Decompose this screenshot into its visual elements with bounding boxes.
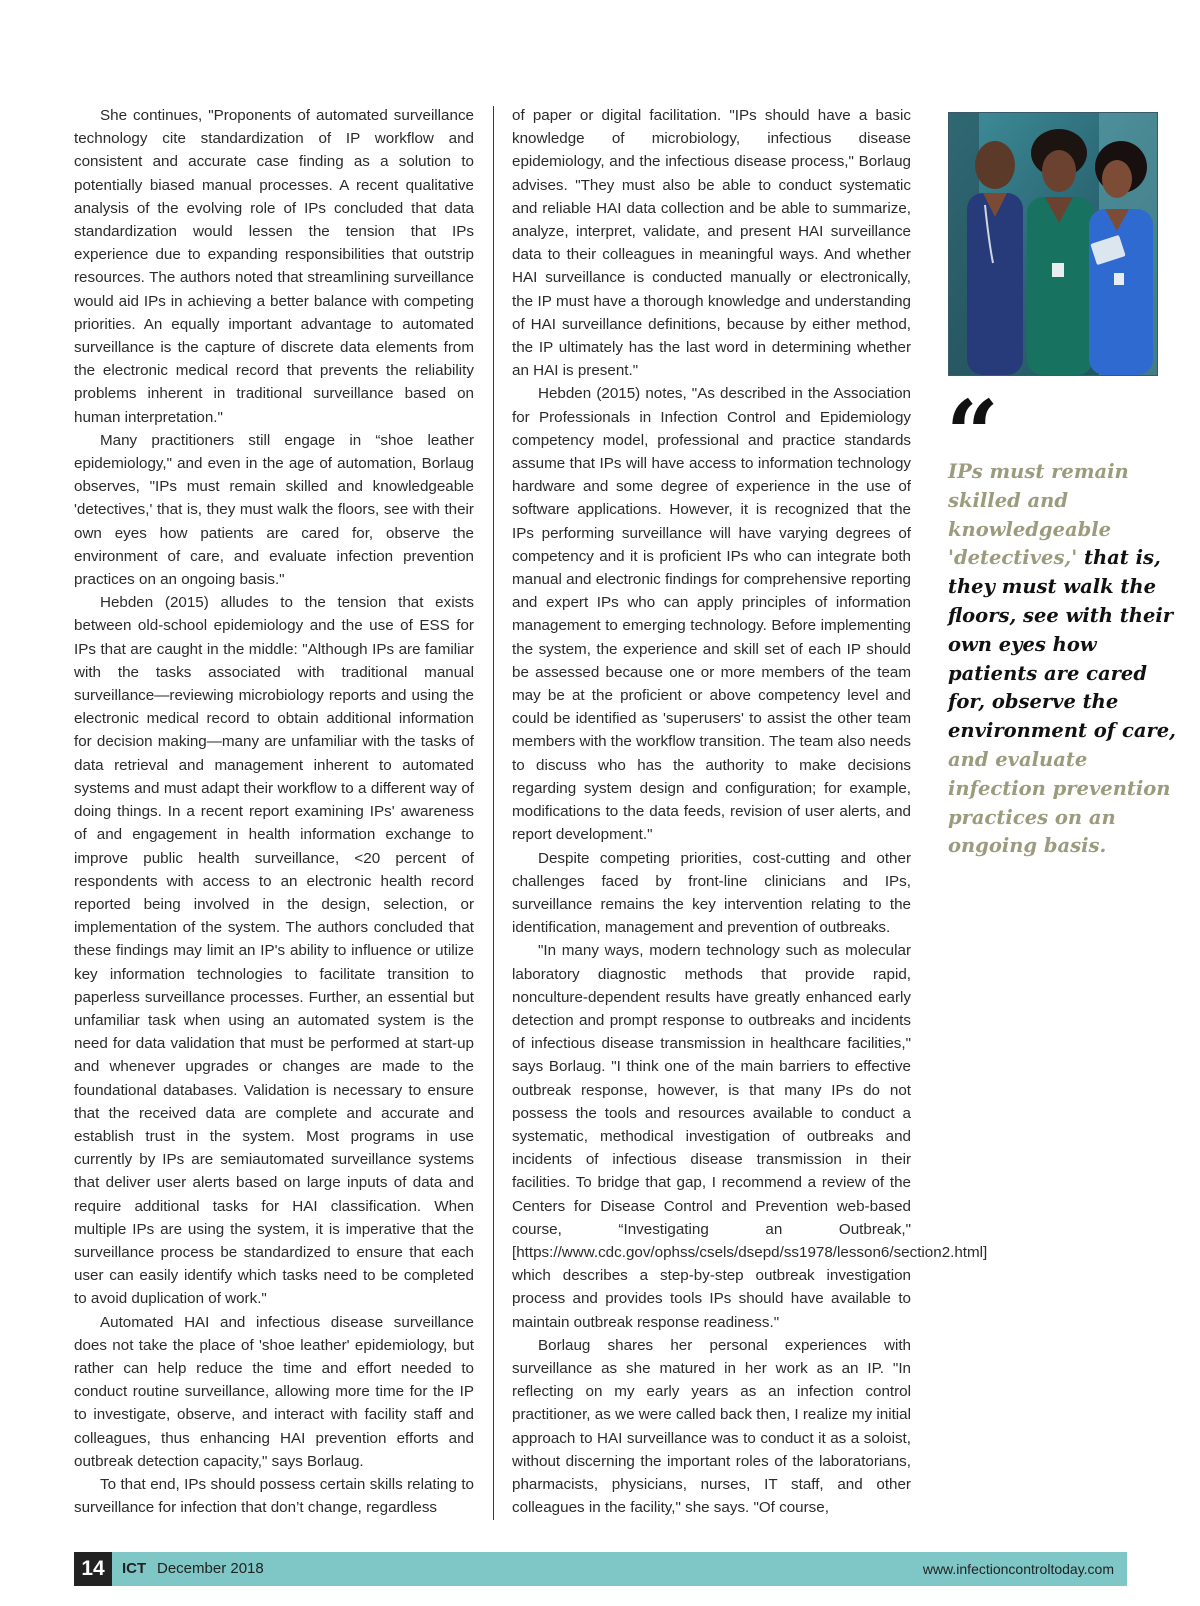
paragraph: Hebden (2015) notes, "As described in the Association for Professionals in Infection Control and Epidemiology competency model, professional and practice standards assume that IPs will have access to information technology hardware and some degree of experience in the use of software applications. However, it is recognized that the IPs performing surveillance will have varying degrees of competency and it is proficient IPs who can integrate both manual and electronic findings for comprehensive reporting and expert IPs who can apply principles of information management to emerging technology. Before implementing the system, the experience and skill set of each IP should be assessed because one or more members of the team may be at the proficient or above competency level and could be identified as 'superusers' to assist the other team members with the workflow transition. The team also needs to discuss who has the authority to make decisions regarding system design and configuration; for example, modifications to the data feeds, revision of user alerts, and report development.": [512, 385, 911, 844]
pull-quote-part-2: that is, they must walk the floors, see with their own eyes how patients are cared for, observe the environment of care,: [948, 546, 1176, 743]
paragraph: Hebden (2015) alludes to the tension that exists between old-school epidemiology and the use of ESS for IPs that are caught in the middle: "Although IPs are familiar with the tasks associated with traditional manual surveillance—reviewing microbiology reports and using the electronic medical record to obtain additional information for decision making—many are unfamiliar with the tasks of data retrieval and management inherent to automated systems and must adapt their workflow to a different way of doing things. In a recent report examining IPs' awareness of and engagement in health information exchange to improve public health surveillance, <20 percent of respondents with access to an electronic health record reported being involved in the design, selection, or implementation of the system. The authors concluded that these findings may limit an IP's ability to influence or utilize key information technologies to facilitate transition to paperless surveillance processes. Further, an essential but unfamiliar task when using an automated system is the need for data validation that must be performed at start-up and whenever upgrades or changes are made to the foundational databases. Validation is necessary to ensure that the received data are complete and accurate and establish trust in the system. Most programs in use currently by IPs are semiautomated surveillance systems that deliver user alerts based on large inputs of data and require additional tasks for HAI classification. When multiple IPs are using the system, it is imperative that the surveillance process be standardized to ensure that each user can easily identify which tasks need to be completed to avoid duplication of work.": [74, 594, 474, 1308]
column-divider: [493, 106, 494, 1520]
page-number: 14: [74, 1552, 112, 1586]
paragraph: of paper or digital facilitation. "IPs should have a basic knowledge of microbiology, infectious disease epidemiology, and the infectious disease process," Borlaug advises. "They must also be able to conduct systematic and reliable HAI data collection and be able to summarize, analyze, interpret, validate, and present HAI surveillance data to their colleagues in meaningful ways. And whether HAI surveillance is conducted manually or electronically, the IP must have a thorough knowledge and understanding of HAI surveillance definitions, because by either method, the IP ultimately has the last word in determining whether an HAI is present.": [512, 107, 911, 380]
publication-name: ICT: [122, 1560, 147, 1577]
paragraph: She continues, "Proponents of automated surveillance technology cite standardization of IP workflow and consistent and accurate case finding as a solution to potentially biased manual processes. A recent qualitative analysis of the evolving role of IPs concluded that data standardization would lessen the tension that IPs experience due to expanding responsibilities that outstrip resources. The authors noted that streamlining surveillance would aid IPs in achieving a better balance with competing priorities. An equally important advantage to automated surveillance is the capture of discrete data elements from the electronic medical record that prevents the reliability problems inherent in traditional surveillance based on human interpretation.": [74, 107, 474, 426]
pull-quote-part-3: and evaluate infection prevention practices on an ongoing basis.: [948, 747, 1171, 858]
quote-mark-icon: “: [946, 380, 999, 488]
paragraph: Despite competing priorities, cost-cutting and other challenges faced by front-line clinicians and IPs, surveillance remains the key intervention relating to the identification, management and prevention of outbreaks.: [512, 849, 911, 937]
pull-quote-part-1: IPs must remain skilled and knowledgeable 'detectives,': [948, 460, 1129, 570]
paragraph: "In many ways, modern technology such as molecular laboratory diagnostic methods that provide rapid, nonculture-dependent results have greatly enhanced early detection and prompt response to outbreaks and incidents of infectious disease transmission in healthcare facilities," says Borlaug. "I think one of the main barriers to effective outbreak response, however, is that many IPs do not possess the tools and resources available to conduct a systematic, methodical investigation of outbreaks and incidents of infectious disease transmission in their facilities. To bridge that gap, I recommend a review of the Centers for Disease Control and Prevention web-based course, “Investigating an Outbreak," [https://www.cdc.gov/ophss/csels/dsepd/ss1978/lesson6/section2.html] which describes a step-by-step outbreak investigation process and provides tools IPs should have available to maintain outbreak response readiness.": [512, 942, 988, 1331]
article-column-left: [74, 104, 474, 1519]
paragraph: Automated HAI and infectious disease surveillance does not take the place of 'shoe leather' epidemiology, but rather can help reduce the time and effort needed to conduct routine surveillance, allowing more time for the IP to investigate, observe, and interact with facility staff and colleagues, thus enhancing HAI prevention efforts and outbreak detection capacity," says Borlaug.: [74, 1313, 474, 1470]
article-column-middle: [512, 104, 988, 1519]
issue-date: December 2018: [157, 1560, 264, 1577]
pull-quote: [948, 458, 1178, 861]
healthcare-workers-photo: [948, 112, 1158, 376]
website-url[interactable]: www.infectioncontroltoday.com: [922, 1561, 1114, 1577]
paragraph: Borlaug shares her personal experiences with surveillance as she matured in her work as an IP. "In reflecting on my early years as an infection control practitioner, as we were called back then, I realize my initial approach to HAI surveillance was to conduct it as a soloist, without discerning the important roles of the laboratorians, pharmacists, physicians, nurses, IT staff, and other colleagues in the facility," she says. "Of course,: [512, 1336, 911, 1517]
paragraph: Many practitioners still engage in “shoe leather epidemiology," and even in the age of automation, Borlaug observes, "IPs must remain skilled and knowledgeable 'detectives,' that is, they must walk the floors, see with their own eyes how patients are cared for, observe the environment of care, and evaluate infection prevention practices on an ongoing basis.": [74, 431, 474, 589]
paragraph: To that end, IPs should possess certain skills relating to surveillance for infection that don’t change, regardless: [74, 1475, 474, 1517]
